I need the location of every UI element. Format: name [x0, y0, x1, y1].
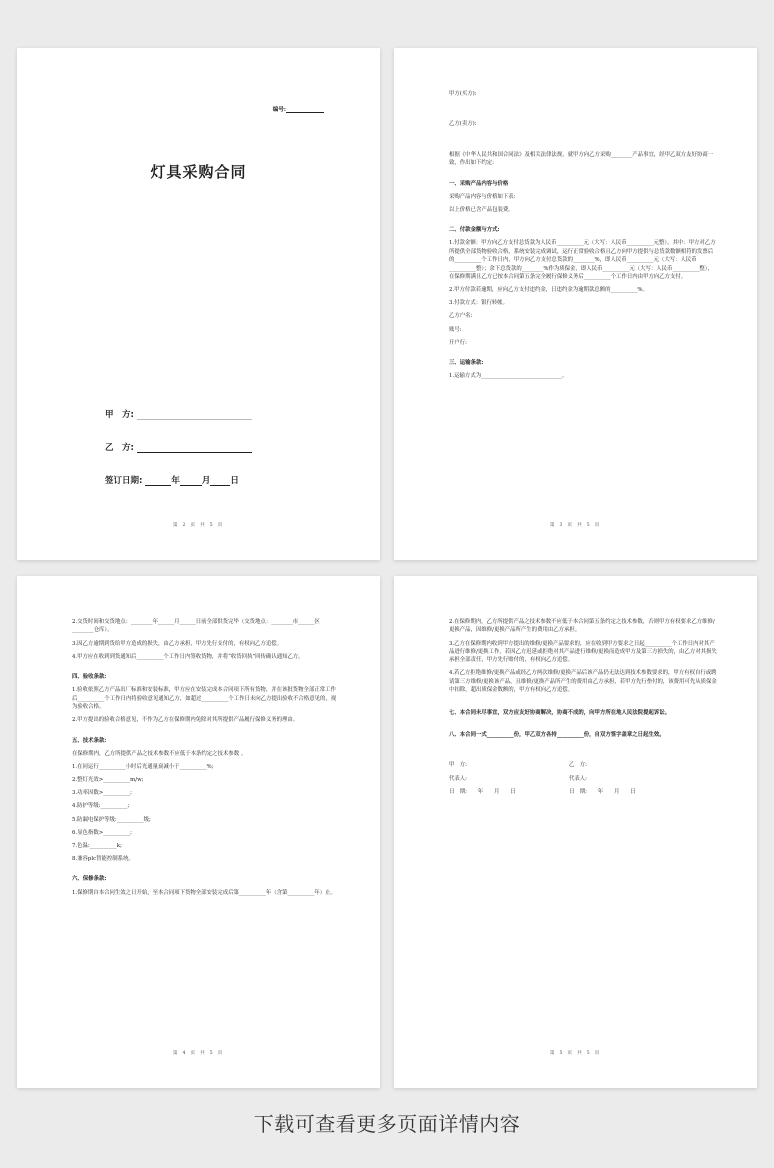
page-3-body: [72, 618, 340, 902]
signature-row: [449, 788, 717, 796]
spec-item: 4.防护等级:__________;: [72, 803, 130, 810]
paragraph: 4.若乙方拒绝维修/更换产品或经乙方两次维修/更换产品后该产品仍无法达到技术参数要求的，甲方有权自行或聘请第三方维修/更换该产品，且维修/更换产品所产生的费用由乙方承担，若甲方先行垫付的，该费用可先从质保金中扣除，超出质保金数额的，甲方有权向乙方追偿。: [449, 670, 717, 694]
paragraph: 4.甲方应在收到到货通知后__________个工作日内签收货物，并将“收货回执”回传确认通知乙方。: [72, 653, 304, 660]
code-label: 编号:: [272, 107, 286, 113]
section-heading: 六、保修条款:: [72, 876, 107, 883]
paragraph: 1.验收依照乙方产品出厂标准和安装标准，甲方应在安装完成本合同项下所有货物，并在该批货物全部正常工作后__________个工作日内将验收意见通知乙方，如超过__________个工作日未向乙方提出验收不合格意见的，视为验收合格。: [72, 687, 337, 711]
paragraph: 1.运输方式为______________________________。: [449, 373, 568, 380]
paragraph: 2.甲方提出的验收合格意见，不作为乙方在保修期内免除对其所提供产品履行保修义务的理由。: [72, 717, 299, 724]
sign-date-label: 签订日期:: [105, 476, 143, 486]
party-b-blank: [137, 444, 252, 453]
contract-number: [273, 105, 324, 113]
party-a-blank: [137, 411, 252, 420]
month-label: 月: [201, 476, 211, 486]
spec-item: 6.显色指数>__________;: [72, 829, 132, 836]
spec-item: 8.兼容plc智能控制系统。: [72, 856, 134, 863]
page-3: [17, 576, 380, 1088]
rep-party-b: 代表人:: [569, 775, 587, 782]
page-number: 第 4 页 共 5 页: [172, 1051, 225, 1056]
party-b-label: 乙 方:: [105, 443, 134, 453]
date-party-b: 日 期: 年 月 日: [569, 788, 636, 795]
signature-row: [449, 761, 717, 769]
section-heading: 一、采购产品内容与价格: [449, 180, 509, 187]
paragraph: 在保修期内，乙方所提供产品之技术参数不应低于本条约定之技术参数 。: [72, 750, 247, 757]
paragraph: 以上价格已含产品包装费。: [449, 206, 514, 213]
signature-block: [449, 761, 717, 796]
party-a-label: 甲 方:: [105, 410, 134, 420]
sig-party-a: 甲 方:: [449, 762, 467, 769]
page-4: [394, 576, 757, 1088]
paragraph: 3.乙方在保修期内收到甲方提出的维修/更换产品要求的，应在收到甲方要求之日起__________个工作日内对其产品进行维修/更换工作，若因乙方迟延或拒绝对其产品进行维修/更换而造成甲方及第三方损失的，由乙方对其损失承担全部责任，甲方先行赔付的，有权向乙方追偿。: [449, 640, 717, 664]
day-blank: [210, 477, 230, 486]
paragraph: 2.在保修期内，乙方所提供产品之技术参数不应低于本合同第五条约定之技术参数，否则甲方有权要求乙方维修/更换产品，因维修/更换产品所产生的费用由乙方承担。: [449, 619, 715, 634]
section-heading: 三、运输条款:: [449, 360, 484, 367]
spec-item: 3.功率因数>__________;: [72, 790, 132, 797]
page-number: 第 2 页 共 5 页: [172, 523, 225, 528]
seller-line: 乙方(卖方):: [449, 121, 477, 128]
date-party-a: 日 期: 年 月 日: [449, 788, 516, 795]
section-heading: 七、本合同未尽事宜，双方应友好协商解决，协商不成的，向甲方所在地人民法院提起诉讼。: [449, 709, 671, 716]
sig-party-b: 乙 方:: [569, 762, 587, 769]
party-b-line: [105, 441, 252, 453]
buyer-line: 甲方(买方):: [449, 91, 477, 97]
paragraph: 2.交货时间和交货地点：________年______月______日前全部供货完毕（交货地点：________市______区________仓库）。: [72, 619, 320, 634]
document-title: 灯具采购合同: [150, 163, 247, 181]
page-2: [394, 48, 757, 560]
page-4-body: [449, 618, 717, 801]
month-blank: [180, 477, 202, 486]
account-name: 乙方户名:: [449, 313, 473, 320]
year-blank: [145, 477, 171, 486]
paragraph: 3.付款方式：银行转帐。: [449, 300, 509, 307]
sign-date-line: [105, 474, 239, 486]
paragraph: 2.甲方付款若逾期，应向乙方支付违约金，日违约金为逾期款总额的__________%。: [449, 287, 648, 294]
section-heading: 五、技术条款:: [72, 737, 107, 744]
page-2-body: [449, 90, 717, 385]
spec-item: 2.整灯光效>__________m/w;: [72, 777, 144, 784]
section-heading: 四、验收条款:: [72, 674, 107, 681]
code-blank: [286, 106, 324, 113]
page-cover: [17, 48, 380, 560]
paragraph: 1.付款金额：甲方向乙方支付总货款为人民币__________元（大写：人民币__________元整）。其中：甲方对乙方所提供全部货物验收合格，系统安装完成调试，运行正常验收合格且乙方向甲方提供与总货款数额相符的发票后的__________个工作日内，甲方向乙方支付总货款的________%，即人民币__________元（大写：人民币__________整）；余下总货款的________%作为质保金，即人民币__________元（大写：人民币__________整），在保修期满且乙方已按本合同第五条完全履行保修义务后__________个工作日内由甲方向乙方支付。: [449, 240, 716, 280]
signature-row: [449, 775, 717, 783]
spec-item: 7.色温:__________k;: [72, 842, 122, 849]
page-number: 第 5 页 共 5 页: [549, 1051, 602, 1056]
paragraph: 1.保修期自本合同生效之日开始，至本合同项下货物全部安装完成后第__________年（含第__________年）止。: [72, 889, 336, 896]
paragraph: 3.因乙方逾期到货给甲方造成的损失，由乙方承担，甲方先行支付的，有权向乙方追偿。: [72, 640, 282, 647]
party-a-line: [105, 408, 252, 420]
paragraph: 采购产品内容与价格如下表:: [449, 193, 516, 200]
spec-item: 1.在同运行__________小时后光通量衰减小于__________%;: [72, 763, 214, 770]
section-heading: 二、付款金额与方式:: [449, 227, 500, 234]
section-heading: 八、本合同一式__________份，甲乙双方各持__________份，自双方签字盖章之日起生效。: [449, 731, 665, 738]
rep-party-a: 代表人:: [449, 775, 467, 782]
day-label: 日: [230, 476, 239, 486]
page-number: 第 3 页 共 5 页: [549, 523, 602, 528]
account-number: 账号:: [449, 326, 462, 333]
download-caption: 下载可查看更多页面详情内容: [253, 1112, 521, 1136]
spec-item: 5.防漏电保护等级:__________级;: [72, 816, 151, 823]
bank-name: 开户行:: [449, 339, 467, 346]
preamble: 根据《中华人民共和国合同法》及相关法律法规，就甲方向乙方采购________产品事宜，经甲乙双方友好协商一致，作出如下约定:: [449, 151, 714, 167]
year-label: 年: [171, 476, 180, 486]
